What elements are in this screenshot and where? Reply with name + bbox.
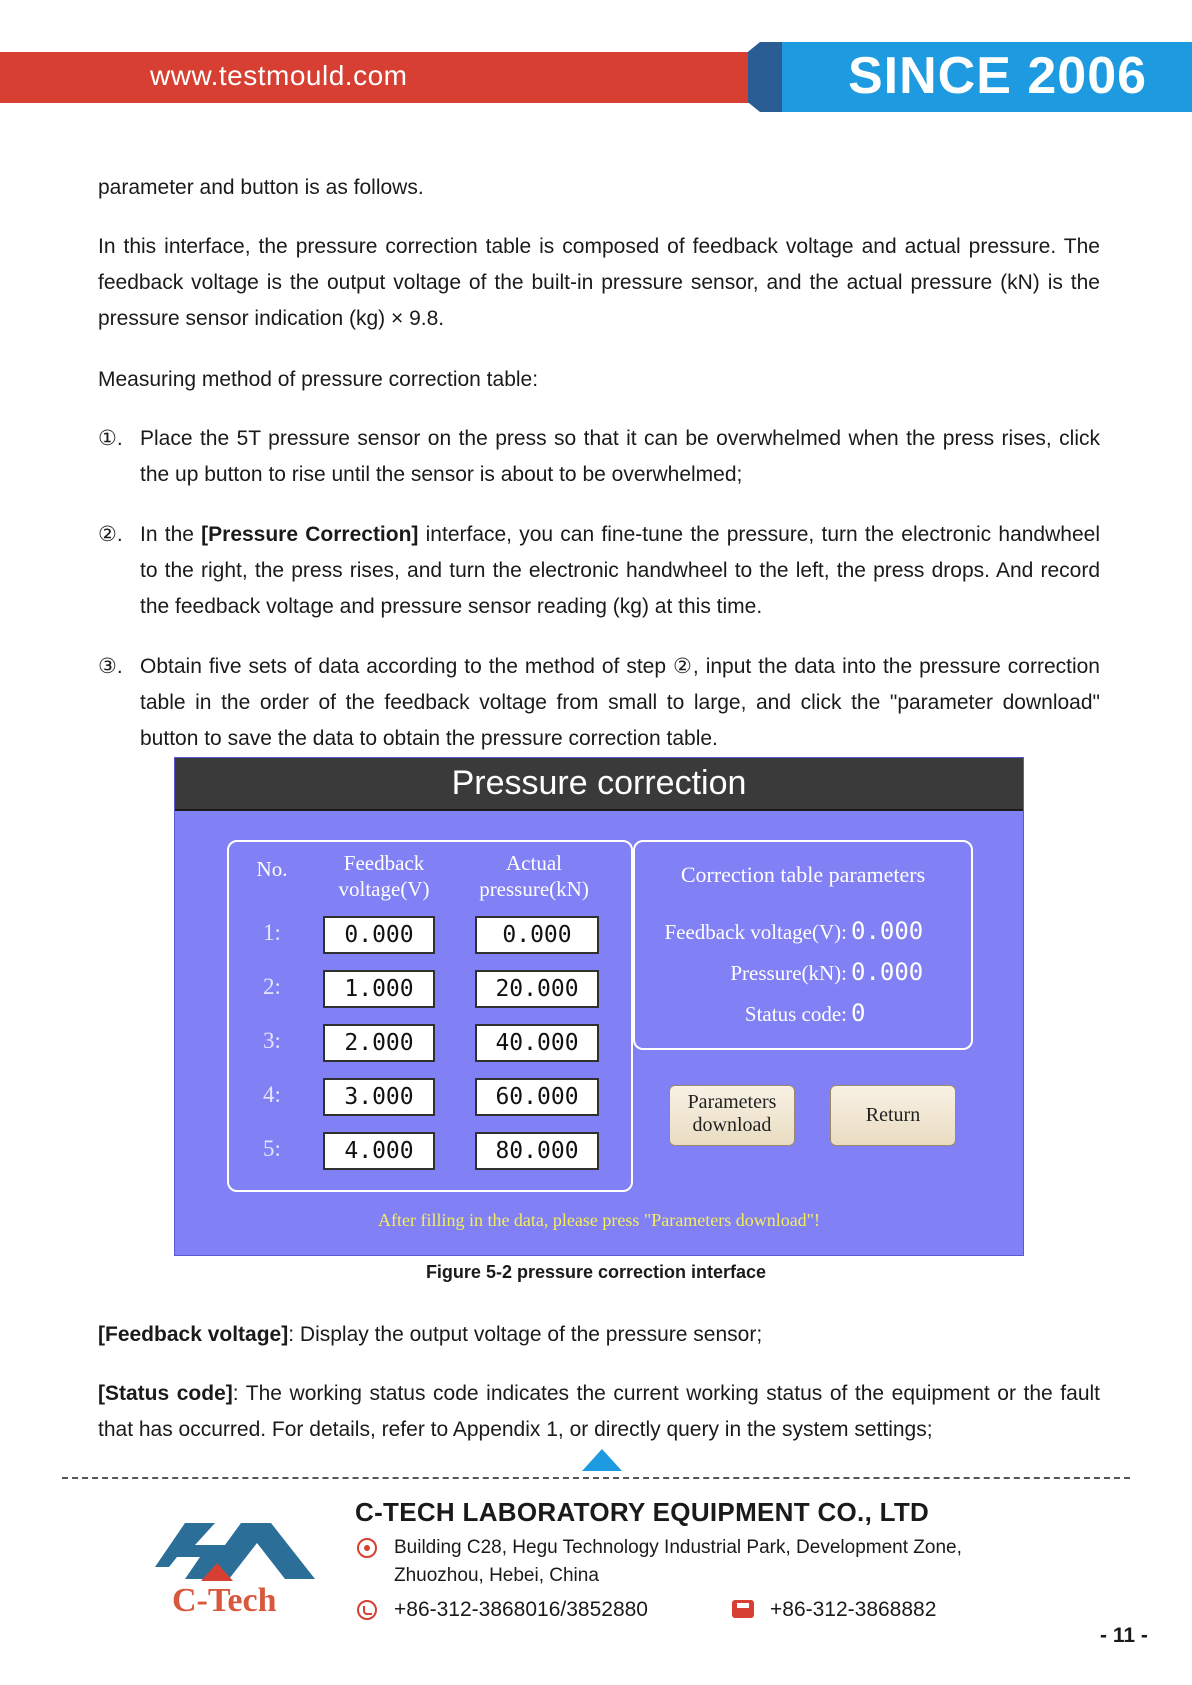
feedback-voltage-input[interactable]: 0.000 [323,916,435,954]
status-code-text: : The working status code indicates the current working status of the equipment or the fault that has occurred. For details, refer to Appendix 1, or directly query in the system settings; [98,1382,1100,1441]
page-number: - 11 - [1100,1624,1148,1647]
row-number: 2: [263,974,281,999]
parameters-download-label-line1: Parameters [687,1091,777,1113]
feedback-voltage-description [98,1317,1100,1353]
column-header-feedback-line1: Feedback [343,851,425,875]
ctech-logo-icon [145,1505,325,1585]
phone-number[interactable]: +86-312-3868016/3852880 [394,1598,648,1621]
row-number: 4: [263,1082,281,1107]
actual-pressure-input[interactable]: 80.000 [475,1132,599,1170]
status-code-term: [Status code] [98,1382,233,1405]
step-3 [98,649,1100,757]
table-row [229,916,629,970]
company-address [394,1534,1044,1590]
step-keyword: [Pressure Correction] [201,523,419,546]
step-text: Place the 5T pressure sensor on the press so that it can be overwhelmed when the press rises, click the up button to rise until the sensor is about to be overwhelmed; [140,427,1100,486]
feedback-voltage-text: : Display the output voltage of the pressure sensor; [288,1323,763,1346]
screen-title-bar [175,758,1023,811]
screen-title: Pressure correction [451,764,747,802]
column-header-pressure [469,850,599,902]
paragraph-method-heading: Measuring method of pressure correction table: [98,368,539,391]
parameters-download-label-line2: download [692,1114,772,1136]
column-header-feedback [319,850,449,902]
actual-pressure-input[interactable]: 20.000 [475,970,599,1008]
paragraph-description: In this interface, the pressure correction table is composed of feedback voltage and actual pressure. The feedback voltage is the output voltage of the built-in pressure sensor, and the actual pressure (kN) is the pressure sensor indication (kg) × 9.8. [98,235,1100,330]
feedback-voltage-input[interactable]: 4.000 [323,1132,435,1170]
row-number: 3: [263,1028,281,1053]
step-number: ①. [98,427,123,450]
correction-table-panel [227,840,633,1192]
param-feedback-voltage-label: Feedback voltage(V): [664,920,847,944]
column-header-no: No. [256,857,288,881]
fax-icon [732,1600,754,1618]
param-pressure-value: 0.000 [851,958,924,986]
download-hint: After filling in the data, please press "Parameters download"! [377,1210,821,1230]
column-header-pressure-line1: Actual [506,851,562,875]
pressure-correction-screen [174,757,1024,1256]
phone-icon [357,1600,377,1620]
actual-pressure-input[interactable]: 60.000 [475,1078,599,1116]
table-row [229,1024,629,1078]
address-line2: Zhuozhou, Hebei, China [394,1565,599,1586]
figure-caption: Figure 5-2 pressure correction interface [425,1262,767,1282]
step-text-pre: In the [140,523,202,546]
step-1 [98,421,1100,493]
footer-divider [62,1477,1130,1479]
correction-params-panel [633,840,973,1050]
table-row [229,970,629,1024]
actual-pressure-input[interactable]: 40.000 [475,1024,599,1062]
step-number: ②. [98,523,123,546]
table-row [229,1132,629,1186]
row-number: 1: [263,920,281,945]
step-text [140,517,1100,625]
footer-triangle-icon [582,1449,622,1471]
header-since-logo: SINCE 2006 [848,47,1148,105]
actual-pressure-input[interactable]: 0.000 [475,916,599,954]
param-pressure-label: Pressure(kN): [730,961,847,985]
step-number: ③. [98,655,123,678]
param-status-code-label: Status code: [744,1002,847,1026]
column-header-pressure-line2: pressure(kN) [479,877,589,901]
ctech-logo-text: C-Tech [172,1582,277,1619]
header-url[interactable]: www.testmould.com [150,60,408,91]
step-text: Obtain five sets of data according to the method of step ②, input the data into the pressure correction table in the order of the feedback voltage from small to large, and click the "parameter download" button to save the data to obtain the pressure correction table. [140,655,1100,750]
address-line1: Building C28, Hegu Technology Industrial Park, Development Zone, [394,1537,962,1558]
param-status-code-value: 0 [851,999,866,1027]
feedback-voltage-input[interactable]: 1.000 [323,970,435,1008]
feedback-voltage-term: [Feedback voltage] [98,1323,289,1346]
fax-number[interactable]: +86-312-3868882 [770,1598,937,1621]
step-text-post: interface, you can fine-tune the pressure, turn the electronic handwheel to the right, the press rises, and turn the electronic handwheel to the left, the press drops. And record the feedback voltage and pressure sensor reading (kg) at this time. [140,523,1100,618]
params-title: Correction table parameters [680,862,926,887]
return-button[interactable]: Return [830,1085,956,1146]
feedback-voltage-input[interactable]: 3.000 [323,1078,435,1116]
param-feedback-voltage-value: 0.000 [851,917,924,945]
row-number: 5: [263,1136,281,1161]
column-header-feedback-line2: voltage(V) [338,877,430,901]
feedback-voltage-input[interactable]: 2.000 [323,1024,435,1062]
step-2 [98,517,1100,625]
status-code-description [98,1376,1100,1448]
table-row [229,1078,629,1132]
company-name: C-TECH LABORATORY EQUIPMENT CO., LTD [355,1497,930,1527]
parameters-download-button[interactable] [669,1085,795,1146]
paragraph-intro: parameter and button is as follows. [98,176,424,199]
location-pin-icon [357,1538,377,1558]
